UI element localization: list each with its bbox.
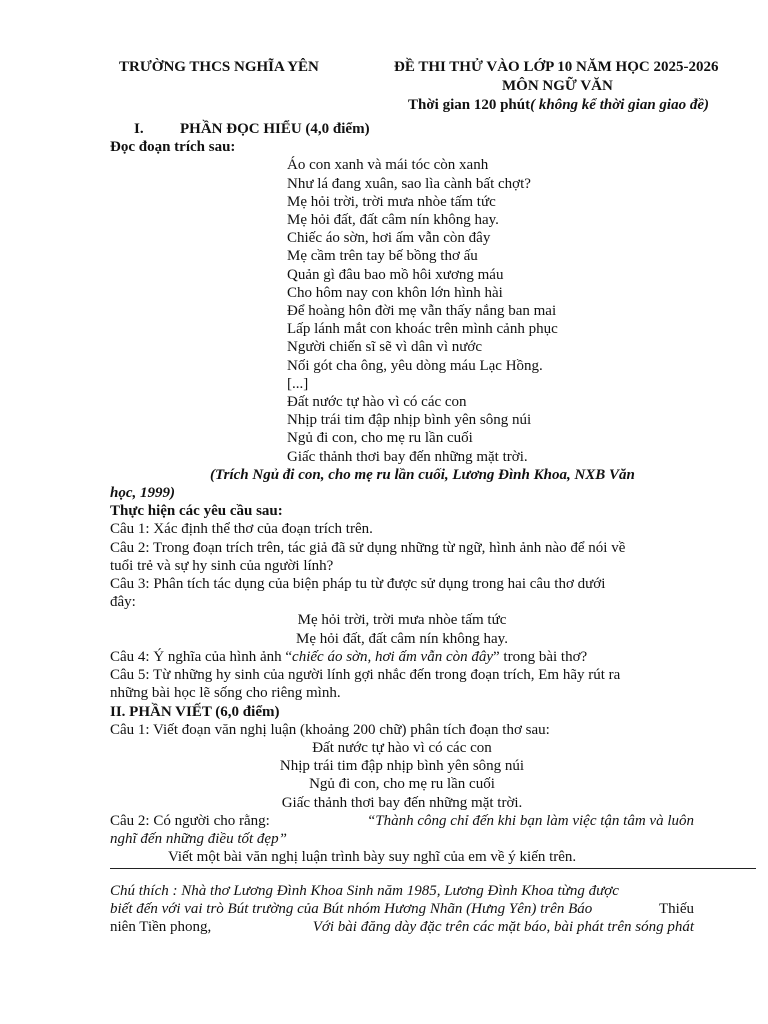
- poem-line: Giấc thảnh thơi bay đến những mặt trời.: [287, 448, 528, 465]
- note-line: [110, 918, 694, 936]
- writing-question-2: [110, 812, 694, 830]
- poem-line: Nối gót cha ông, yêu dòng máu Lạc Hồng.: [287, 357, 543, 374]
- poem-line: Chiếc áo sờn, hơi ấm vẫn còn đây: [287, 230, 491, 247]
- poem-line: Đất nước tự hào vì có các con: [287, 394, 467, 411]
- poem-line: Như lá đang xuân, sao lìa cành bất chợt?: [287, 175, 531, 192]
- poem-line: Nhịp trái tim đập nhịp bình yên sông núi: [287, 412, 532, 429]
- writing-question-2-prefix: Câu 2: Có người cho rằng:: [110, 812, 270, 829]
- poem-citation-continued: học, 1999): [110, 485, 175, 502]
- question-2: Câu 2: Trong đoạn trích trên, tác giả đã sử dụng những từ ngữ, hình ảnh nào để nói về: [110, 539, 626, 556]
- time-note: ( không kể thời gian giao đề): [530, 97, 710, 113]
- poem-line: Mẹ cầm trên tay bế bồng thơ ấu: [287, 248, 478, 265]
- writing-question-2-task: Viết một bài văn nghị luận trình bày suy nghĩ của em về ý kiến trên.: [168, 849, 577, 866]
- poem-citation: (Trích Ngủ đi con, cho mẹ ru lần cuối, Lương Đình Khoa, NXB Văn: [210, 466, 635, 483]
- question-4-suffix: ” trong bài thơ?: [493, 648, 588, 665]
- question-5: Câu 5: Từ những hy sinh của người lính gợi nhắc đến trong đoạn trích, Em hãy rút ra: [110, 667, 621, 684]
- section-2-heading: II. PHẦN VIẾT (6,0 điểm): [110, 703, 280, 720]
- reading-intro: Đọc đoạn trích sau:: [110, 139, 236, 156]
- section-1-number: I.: [134, 121, 144, 137]
- poem-line: Cho hôm nay con khôn lớn hình hài: [287, 284, 503, 301]
- note-line: [110, 900, 694, 918]
- poem-line: Mẹ hỏi trời, trời mưa nhòe tấm tức: [287, 193, 496, 210]
- section-1-heading: [110, 120, 694, 138]
- author-note: [110, 882, 694, 937]
- note-text: niên Tiền phong,: [110, 919, 212, 936]
- writing-question-2-quote: “Thành công chỉ đến khi bạn làm việc tận tâm và luôn: [366, 812, 694, 829]
- poem-line: Áo con xanh và mái tóc còn xanh: [287, 157, 489, 174]
- poem-line: Mẹ hỏi đất, đất câm nín không hay.: [287, 212, 499, 229]
- note-text-italic: biết đến với vai trò Bút trường của Bút nhóm Hương Nhãn (Hưng Yên) trên Báo: [110, 901, 593, 918]
- question-4: [110, 648, 694, 666]
- note-text: Thiếu: [659, 901, 694, 918]
- note-text-italic: Với bài đăng dày đặc trên các mặt báo, bài phát trên sóng phát: [312, 919, 694, 936]
- time-label: Thời gian 120 phút: [408, 97, 531, 113]
- subject-title: MÔN NGỮ VĂN: [502, 78, 613, 94]
- poem-excerpt: [287, 156, 694, 465]
- poem-line: [...]: [287, 375, 309, 392]
- question-3: Câu 3: Phân tích tác dụng của biện pháp tu từ được sử dụng trong hai câu thơ dưới: [110, 576, 606, 593]
- quoted-verse: Mẹ hỏi đất, đất câm nín không hay.: [296, 630, 508, 647]
- section-1-title: PHẦN ĐỌC HIỂU (4,0 điểm): [180, 121, 370, 137]
- quoted-verse: Mẹ hỏi trời, trời mưa nhòe tấm tức: [297, 612, 507, 629]
- poem-line: Người chiến sĩ sẽ vì dân vì nước: [287, 339, 483, 356]
- poem-line: Để hoàng hôn đời mẹ vẫn thấy nắng ban mai: [287, 303, 557, 320]
- quoted-verse: Giấc thảnh thơi bay đến những mặt trời.: [281, 794, 523, 811]
- time-limit: [408, 96, 709, 114]
- writing-question-2-quote-continued: nghĩ đến những điều tốt đẹp”: [110, 830, 287, 847]
- poem-line: Ngủ đi con, cho mẹ ru lần cuối: [287, 430, 473, 447]
- quoted-verse: Nhịp trái tim đập nhịp bình yên sông núi: [279, 758, 525, 775]
- question-4-quote: chiếc áo sờn, hơi ấm vẫn còn đây: [292, 648, 494, 665]
- note-line: Chú thích : Nhà thơ Lương Đình Khoa Sinh năm 1985, Lương Đình Khoa từng được: [110, 883, 619, 899]
- poem-line: Quản gì đâu bao mồ hôi xương máu: [287, 266, 504, 283]
- question-1: Câu 1: Xác định thể thơ của đoạn trích trên.: [110, 521, 373, 538]
- question-2-continued: tuổi trẻ và sự hy sinh của người lính?: [110, 557, 334, 574]
- poem-line: Lấp lánh mắt con khoác trên mình cảnh phục: [287, 321, 558, 338]
- divider-line: [110, 868, 756, 869]
- quoted-verse: Ngủ đi con, cho mẹ ru lần cuối: [309, 776, 495, 793]
- question-4-prefix: Câu 4: Ý nghĩa của hình ảnh “: [110, 648, 293, 665]
- exam-title: ĐỀ THI THỬ VÀO LỚP 10 NĂM HỌC 2025-2026: [394, 59, 719, 75]
- writing-question-1: Câu 1: Viết đoạn văn nghị luận (khoảng 200 chữ) phân tích đoạn thơ sau:: [110, 721, 550, 738]
- question-5-continued: những bài học lẽ sống cho riêng mình.: [110, 685, 341, 702]
- tasks-label: Thực hiện các yêu cầu sau:: [110, 503, 283, 520]
- question-3-continued: đây:: [110, 594, 136, 611]
- school-name: TRƯỜNG THCS NGHĨA YÊN: [119, 59, 319, 75]
- quoted-verse: Đất nước tự hào vì có các con: [312, 739, 492, 756]
- exam-body: [110, 120, 694, 866]
